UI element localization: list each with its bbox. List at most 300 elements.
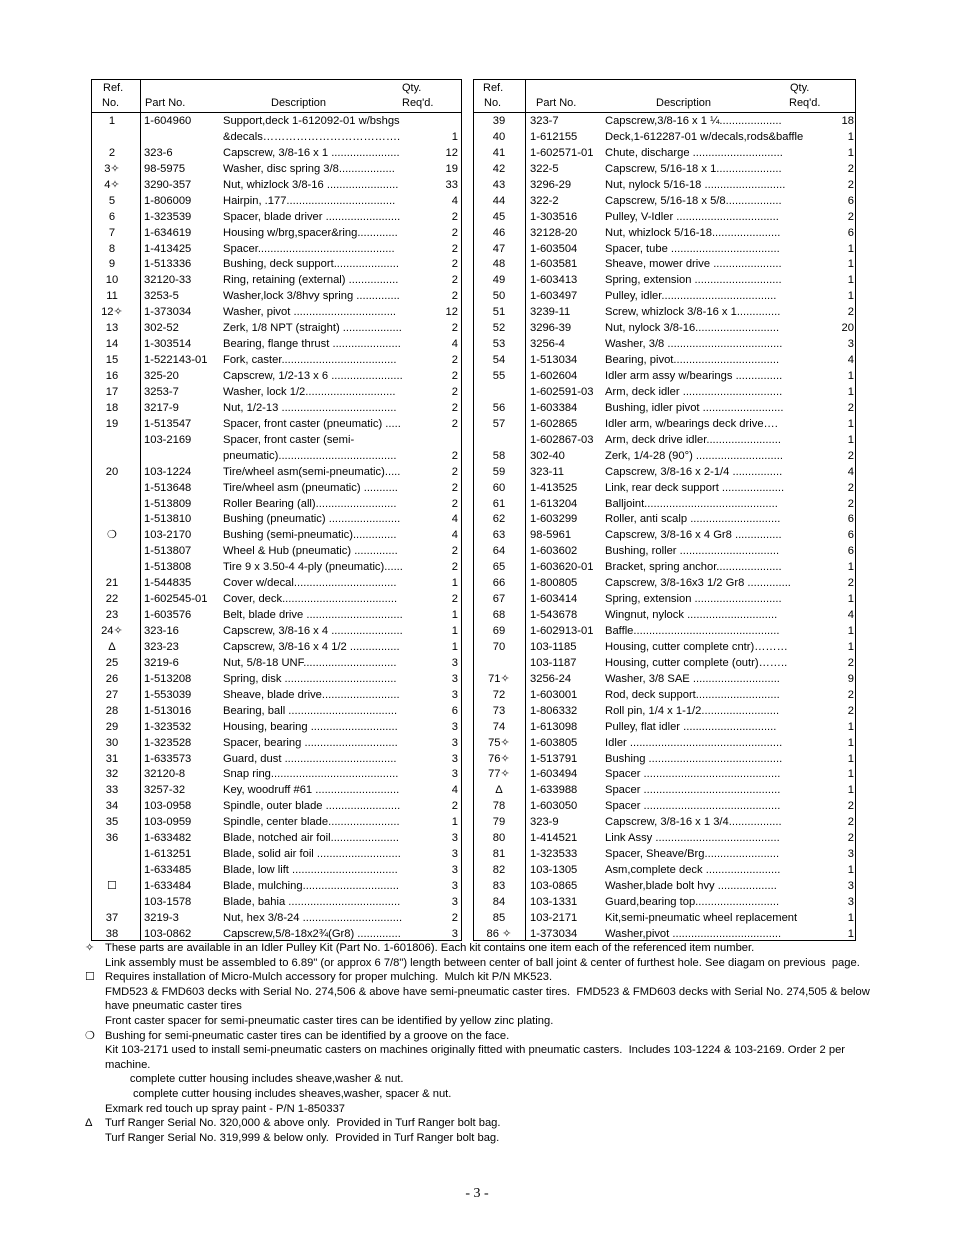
ref-cell: 59 [492, 465, 506, 478]
table-row [92, 512, 461, 528]
part-number-cell: 1-603001 [530, 688, 578, 701]
description-cell: Nut, 5/8-18 UNF.............................. [223, 656, 397, 669]
table-row [92, 146, 461, 162]
ref-cell: 61 [492, 497, 506, 510]
ref-cell: 58 [492, 449, 506, 462]
description-cell: Balljoint........................................... [605, 497, 778, 510]
header-qty-line2: Req'd. [402, 97, 434, 109]
header-ref-line2: No. [102, 97, 120, 109]
description-cell: Roller, anti scalp ............................. [605, 513, 781, 526]
qty-cell: 2 [451, 417, 458, 430]
description-cell: Cover, deck..................................... [223, 593, 398, 606]
table-row [92, 767, 461, 783]
part-number-cell: 1-513648 [144, 481, 192, 494]
footnote-text: Exmark red touch up spray paint - P/N 1-850337 [105, 1102, 346, 1115]
footnote-text: These parts are available in an Idler Pulley Kit (Part No. 1-601806). Each kit contains one item each of the referenced item number. [105, 942, 755, 954]
part-number-cell: 1-602865 [530, 417, 578, 430]
table-row [92, 736, 461, 752]
ref-cell: 41 [492, 146, 506, 159]
part-number-cell: 1-602571-01 [530, 146, 594, 159]
table-row [474, 481, 855, 497]
table-row [474, 815, 855, 831]
part-number-cell: 323-16 [144, 625, 179, 637]
ref-cell: 65 [492, 561, 506, 574]
description-cell: &decals………………………………. [223, 130, 401, 143]
header-qty-line2: Req'd. [789, 97, 821, 109]
part-number-cell: 98-5961 [530, 529, 572, 542]
part-number-cell: 323-23 [144, 640, 179, 653]
qty-cell: 2 [451, 290, 458, 303]
description-cell: Spacer, front caster (pneumatic) ..... [223, 417, 401, 430]
qty-cell: 3 [451, 720, 458, 733]
description-cell: Cover w/decal................................. [223, 577, 397, 590]
ref-cell: 18 [105, 401, 119, 414]
part-number-cell: 323-11 [530, 465, 565, 478]
qty-cell: 4 [451, 784, 458, 797]
qty-cell: 1 [847, 274, 854, 287]
description-cell: Capscrew, 3/8-16 x 1 3/4................. [605, 816, 782, 829]
qty-cell: 1 [847, 640, 854, 653]
ref-cell: 54 [492, 354, 506, 367]
ref-cell: 70 [492, 640, 506, 653]
part-number-cell: 1-806009 [144, 194, 192, 207]
footnote [85, 1116, 875, 1131]
ref-cell: 44 [492, 194, 506, 207]
description-cell: Spacer, blade driver ........................ [223, 210, 401, 223]
parts-table-right [473, 79, 856, 941]
qty-cell: 2 [847, 162, 854, 175]
ref-cell: 55 [492, 370, 506, 382]
part-number-cell: 1-633482 [144, 832, 192, 845]
ref-cell: 33 [105, 784, 119, 797]
qty-cell: 2 [847, 832, 854, 845]
qty-cell: 2 [847, 688, 854, 701]
ref-cell: 56 [492, 401, 506, 414]
description-cell: Capscrew, 5/16-18 x 1..................... [605, 162, 782, 175]
description-cell: Spindle, center blade....................... [223, 816, 400, 829]
footnote-text: Requires installation of Micro-Mulch accessory for proper mulching. Mulch kit P/N MK523. [105, 971, 553, 984]
ref-cell: 42 [492, 162, 506, 175]
part-number-cell: 1-303516 [530, 210, 578, 223]
qty-cell: 1 [451, 609, 458, 622]
description-cell: Bushing, roller ................................ [605, 545, 780, 558]
description-cell: Blade, mulching............................... [223, 880, 399, 892]
part-number-cell: 103-1224 [144, 465, 192, 478]
description-cell: Washer,pivot ................................... [605, 927, 782, 940]
description-cell: Ring, retaining (external) ................ [223, 274, 399, 287]
part-number-cell: 3253-5 [144, 290, 179, 303]
description-cell: Capscrew, 3/8-16 x 4 1/2 ................ [223, 640, 400, 653]
table-row [474, 305, 855, 321]
qty-cell: 1 [847, 864, 854, 877]
description-cell: Pulley, idler..................................... [605, 290, 777, 303]
description-cell: Bearing, pivot.................................. [605, 354, 780, 367]
footnote [85, 1087, 875, 1102]
ref-cell: 66 [492, 577, 506, 590]
table-row [474, 449, 855, 465]
table-row [474, 369, 855, 385]
description-cell: Pulley, V-Idler ................................. [605, 210, 779, 223]
table-row [474, 576, 855, 592]
table-row [474, 608, 855, 624]
qty-cell: 6 [451, 704, 458, 717]
part-number-cell: 1-323533 [530, 848, 578, 861]
footnote-text: Link assembly must be assembled to 6.89" (or approx 6 7/8") length between center of ball joint & center of furthest hole. See diagam on previous page. [105, 956, 860, 969]
table-row [92, 608, 461, 624]
description-cell: Roll pin, 1/4 x 1-1/2......................... [605, 704, 780, 717]
qty-cell: 3 [451, 927, 458, 940]
part-number-cell: 1-633573 [144, 752, 192, 765]
table-row [474, 242, 855, 258]
qty-cell: 2 [451, 481, 458, 494]
table-row [474, 783, 855, 799]
footnote [85, 1043, 875, 1072]
part-number-cell: 1-603413 [530, 274, 578, 287]
part-number-cell: 1-414521 [530, 832, 578, 845]
table-row [92, 656, 461, 672]
ref-cell: 39 [492, 115, 506, 127]
description-cell: Spacer, Sheave/Brg........................ [605, 848, 780, 861]
description-cell: Idler ................................................. [605, 736, 783, 749]
ref-cell: 24✧ [101, 625, 123, 637]
qty-cell: 2 [847, 577, 854, 590]
description-cell: Spring, extension ............................ [605, 593, 782, 606]
part-number-cell: 1-373034 [144, 306, 192, 319]
part-number-cell: 1-602545-01 [144, 593, 208, 606]
description-cell: Roller Bearing (all).......................... [223, 497, 397, 510]
table-row [474, 847, 855, 863]
part-number-cell: 1-603384 [530, 401, 578, 414]
qty-cell: 1 [847, 258, 854, 271]
table-row [92, 783, 461, 799]
part-number-cell: 1-602867-03 [530, 433, 594, 446]
part-number-cell: 1-604960 [144, 115, 192, 127]
table-row [474, 592, 855, 608]
qty-cell: 1 [847, 146, 854, 159]
part-number-cell: 103-2171 [530, 911, 578, 924]
part-number-cell: 1-603805 [530, 736, 578, 749]
qty-cell: 4 [847, 465, 854, 478]
header-description: Description [271, 97, 327, 109]
description-cell: Tire 9 x 3.50-4 4-ply (pneumatic)...... [223, 561, 403, 574]
description-cell: Belt, blade drive ............................... [223, 609, 403, 622]
table-row [474, 512, 855, 528]
table-row [92, 369, 461, 385]
part-number-cell: 1-543678 [530, 609, 578, 622]
part-number-cell: 1-633484 [144, 880, 192, 892]
description-cell: Link Assy ........................................ [605, 832, 780, 845]
ref-cell: Δ [495, 784, 503, 797]
part-number-cell: 3257-32 [144, 784, 186, 797]
description-cell: Capscrew, 3/8-16 x 2-1/4 ................ [605, 465, 783, 478]
qty-cell: 3 [847, 848, 854, 861]
qty-cell: 2 [451, 911, 458, 924]
ref-cell: 36 [105, 832, 119, 845]
part-number-cell: 1-323532 [144, 720, 192, 733]
table-row [92, 433, 461, 449]
ref-cell: 10 [105, 274, 119, 287]
footnote [85, 1029, 875, 1044]
part-number-cell: 1-613251 [144, 848, 192, 861]
table-row [474, 863, 855, 879]
ref-cell: 4✧ [104, 178, 120, 191]
description-cell: Deck,1-612287-01 w/decals,rods&baffle [605, 130, 804, 143]
ref-cell: ❍ [106, 529, 118, 542]
ref-cell: 6 [108, 210, 116, 223]
ref-cell: 57 [492, 417, 506, 430]
qty-cell: 3 [451, 752, 458, 765]
table-row [474, 337, 855, 353]
table-row [474, 736, 855, 752]
table-row [474, 146, 855, 162]
table-row [474, 752, 855, 768]
part-number-cell: 1-602591-03 [530, 385, 594, 398]
qty-cell: 1 [847, 768, 854, 781]
table-row [474, 704, 855, 720]
ref-cell: 29 [105, 720, 119, 733]
part-number-cell: 3290-357 [144, 178, 192, 191]
ref-cell: 68 [492, 609, 506, 622]
description-cell: Idler arm assy w/bearings ............... [605, 370, 783, 382]
ref-cell: 63 [492, 529, 506, 542]
qty-cell: 3 [451, 656, 458, 669]
description-cell: Washer, pivot ................................. [223, 306, 397, 319]
part-number-cell: 3256-24 [530, 672, 572, 685]
qty-cell: 2 [451, 226, 458, 239]
part-number-cell: 1-522143-01 [144, 354, 208, 367]
part-number-cell: 98-5975 [144, 162, 186, 175]
qty-cell: 4 [847, 609, 854, 622]
qty-cell: 2 [847, 449, 854, 462]
qty-cell: 1 [847, 752, 854, 765]
part-number-cell: 32128-20 [530, 226, 578, 239]
qty-cell: 2 [451, 401, 458, 414]
part-number-cell: 1-513808 [144, 561, 192, 574]
footnote-text: Kit 103-2171 used to install semi-pneumatic casters on machines originally fitted with pneumatic casters. Includes 103-1224 & 103-2169. Order 2 per machine. [105, 1044, 849, 1071]
qty-cell: 1 [847, 385, 854, 398]
footnote-symbol: ✧ [85, 942, 95, 954]
header-qty-line1: Qty. [790, 82, 810, 94]
description-cell: Washer, disc spring 3/8.................. [223, 162, 395, 175]
qty-cell: 9 [847, 672, 854, 685]
ref-cell: 31 [105, 752, 119, 765]
ref-cell: 12✧ [101, 306, 123, 319]
part-number-cell: 3217-9 [144, 401, 179, 414]
ref-cell: 73 [492, 704, 506, 717]
description-cell: Washer, 3/8 ..................................... [605, 338, 783, 351]
table-row [92, 815, 461, 831]
description-cell: Pulley, flat idler .............................. [605, 720, 777, 733]
table-row [92, 911, 461, 927]
qty-cell: 2 [451, 449, 458, 462]
footnote-text: Turf Ranger Serial No. 319,999 & below only. Provided in Turf Ranger bolt bag. [105, 1131, 500, 1144]
header-description: Description [656, 97, 712, 109]
footnote [85, 941, 875, 956]
qty-cell: 1 [847, 720, 854, 733]
description-cell: Housing, bearing ............................ [223, 720, 398, 733]
table-row [92, 895, 461, 911]
part-number-cell: 1-602913-01 [530, 625, 594, 637]
ref-cell: 14 [105, 338, 119, 351]
ref-cell: 32 [105, 768, 119, 781]
description-cell: Arm, deck idler ................................ [605, 385, 783, 398]
footnote [85, 1014, 875, 1029]
part-number-cell: 1-603414 [530, 593, 578, 606]
part-number-cell: 1-513016 [144, 704, 192, 717]
part-number-cell: 1-612155 [530, 130, 578, 143]
description-cell: Bushing (pneumatic) ....................... [223, 513, 401, 526]
ref-cell: 9 [108, 258, 116, 271]
qty-cell: 3 [451, 672, 458, 685]
table-row [92, 273, 461, 289]
table-row [92, 879, 461, 895]
ref-cell: 83 [492, 880, 506, 892]
table-row [474, 226, 855, 242]
part-number-cell: 1-613098 [530, 720, 578, 733]
qty-cell: 6 [847, 545, 854, 558]
ref-cell: 49 [492, 274, 506, 287]
description-cell: Wheel & Hub (pneumatic) .............. [223, 545, 398, 558]
description-cell: Housing, cutter complete (outr)…….. [605, 656, 788, 669]
ref-cell: 78 [492, 800, 506, 813]
part-number-cell: 302-40 [530, 449, 565, 462]
table-row [92, 624, 461, 640]
table-row [92, 417, 461, 433]
part-number-cell: 325-20 [144, 370, 179, 382]
ref-cell: 19 [105, 417, 119, 430]
part-number-cell: 1-513547 [144, 417, 192, 430]
qty-cell: 4 [451, 338, 458, 351]
table-row [474, 433, 855, 449]
table-row [474, 560, 855, 576]
ref-cell: ☐ [106, 880, 118, 892]
qty-cell: 2 [847, 656, 854, 669]
footnote-text: complete cutter housing includes sheave,washer & nut. [105, 1073, 404, 1086]
qty-cell: 33 [445, 178, 458, 191]
description-cell: Capscrew,5/8-18x2¾(Gr8) .............. [223, 927, 401, 940]
table-row [92, 401, 461, 417]
ref-cell: 23 [105, 609, 119, 622]
part-number-cell: 103-0958 [144, 800, 192, 813]
qty-cell: 1 [451, 816, 458, 829]
qty-cell: 4 [451, 194, 458, 207]
ref-cell: 17 [105, 385, 119, 398]
part-number-cell: 1-513807 [144, 545, 192, 558]
qty-cell: 3 [451, 736, 458, 749]
ref-cell: 76✧ [488, 752, 510, 765]
qty-cell: 1 [847, 927, 854, 940]
description-cell: Spring, extension ............................ [605, 274, 782, 287]
table-row [92, 321, 461, 337]
qty-cell: 1 [847, 417, 854, 430]
ref-cell: 85 [492, 911, 506, 924]
table-row [92, 449, 461, 465]
table-row [92, 305, 461, 321]
ref-cell: 34 [105, 800, 119, 813]
description-cell: Nut, nylock 5/16-18 .......................... [605, 178, 786, 191]
qty-cell: 1 [847, 370, 854, 382]
description-cell: Bushing ........................................... [605, 752, 783, 765]
table-row [92, 130, 461, 146]
footnote-text: Turf Ranger Serial No. 320,000 & above only. Provided in Turf Ranger bolt bag. [105, 1117, 501, 1130]
description-cell: Washer,blade bolt hvy ................... [605, 880, 777, 892]
qty-cell: 1 [847, 911, 854, 924]
qty-cell: 2 [451, 561, 458, 574]
footnote [85, 970, 875, 985]
qty-cell: 4 [451, 513, 458, 526]
qty-cell: 2 [847, 481, 854, 494]
description-cell: Spindle, outer blade ........................ [223, 800, 401, 813]
ref-cell: Δ [108, 640, 116, 653]
footnote-symbol: ☐ [85, 971, 96, 984]
description-cell: Spacer ............................................ [605, 768, 781, 781]
ref-cell: 81 [492, 848, 506, 861]
part-number-cell: 1-544835 [144, 577, 192, 590]
description-cell: Asm,complete deck ........................ [605, 864, 781, 877]
table-row [92, 592, 461, 608]
qty-cell: 2 [451, 322, 458, 335]
part-number-cell: 103-1578 [144, 895, 192, 908]
table-row [474, 879, 855, 895]
part-number-cell: 3219-3 [144, 911, 179, 924]
ref-cell: 82 [492, 864, 506, 877]
ref-cell: 7 [108, 226, 116, 239]
ref-cell: 2 [108, 146, 116, 159]
description-cell: Tire/wheel asm(semi-pneumatic)..... [223, 465, 401, 478]
ref-cell: 75✧ [488, 736, 510, 749]
part-number-cell: 103-0959 [144, 816, 192, 829]
part-number-cell: 103-0862 [144, 927, 192, 940]
footnote-symbol: ❍ [85, 1029, 96, 1042]
qty-cell: 3 [451, 895, 458, 908]
part-number-cell: 1-602604 [530, 370, 578, 382]
parts-table-left [91, 79, 462, 941]
qty-cell: 12 [445, 146, 458, 159]
part-number-cell: 323-6 [144, 146, 173, 159]
part-number-cell: 1-633988 [530, 784, 578, 797]
table-row [474, 831, 855, 847]
footnote [85, 1131, 875, 1146]
ref-cell: 51 [492, 306, 506, 319]
qty-cell: 2 [847, 816, 854, 829]
ref-cell: 72 [492, 688, 506, 701]
header-divider [474, 112, 855, 113]
description-cell: Nut, nylock 3/8-16........................... [605, 322, 780, 335]
ref-cell: 20 [105, 465, 119, 478]
part-number-cell: 322-5 [530, 162, 559, 175]
table-row [92, 178, 461, 194]
table-row [474, 210, 855, 226]
ref-cell: 50 [492, 290, 506, 303]
qty-cell: 3 [847, 338, 854, 351]
ref-cell: 79 [492, 816, 506, 829]
table-row [474, 385, 855, 401]
part-number-cell: 1-603504 [530, 242, 578, 255]
ref-cell: 27 [105, 688, 119, 701]
description-cell: Bushing, deck support..................... [223, 258, 399, 271]
description-cell: Washer, lock 1/2............................. [223, 385, 396, 398]
table-row [92, 528, 461, 544]
table-row [92, 465, 461, 481]
qty-cell: 2 [847, 401, 854, 414]
qty-cell: 2 [451, 370, 458, 382]
table-row [92, 257, 461, 273]
qty-cell: 2 [847, 178, 854, 191]
qty-cell: 3 [847, 895, 854, 908]
table-row [92, 289, 461, 305]
table-row [474, 321, 855, 337]
footnote [85, 985, 875, 1014]
